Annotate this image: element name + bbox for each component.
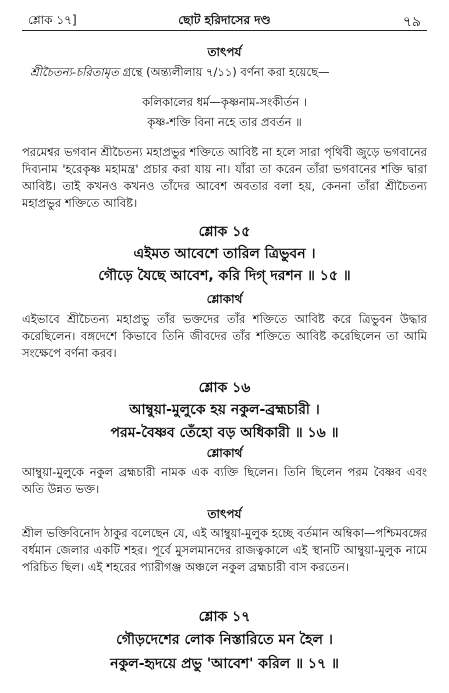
quoted-verse-line-1: কলিকালের ধর্ম—কৃষ্ণনাম-সংকীর্তন ।: [142, 95, 307, 109]
purport-intro: [30, 64, 330, 83]
verse-16-translation-heading: শ্লোকার্থ: [206, 446, 243, 460]
verse-16-translation: আম্বুয়া-মুলুকে নকুল ব্রহ্মচারী নামক এক ব্যক্তি ছিলেন। তিনি ছিলেন পরম বৈষ্ণব এবং অতি উন্নত ভক্ত।: [22, 465, 427, 496]
verse-16-line-2: পরম-বৈষ্ণব তেঁহো বড় অধিকারী ॥ ১৬ ॥: [110, 425, 339, 441]
purport-intro-rest: গ্রন্থে (অন্ত্যলীলায় ৭/১১) বর্ণনা করা হয়েছে—: [118, 65, 330, 79]
header-chapter-title: ছোট হরিদাসের দণ্ড: [178, 13, 271, 27]
header-verse-ref: শ্লোক ১৭]: [28, 13, 77, 27]
verse-15-line-1: এইমত আবেশে তারিল ত্রিভুবন ।: [133, 246, 316, 262]
verse-16-purport-heading: তাৎপর্য: [207, 507, 242, 521]
quoted-verse-line-2: কৃষ্ণ-শক্তি বিনা নহে তার প্রবর্তন ॥: [147, 115, 302, 129]
verse-16-purport: শ্রীল ভক্তিবিনোদ ঠাকুর বলেছেন যে, এই আম্বুয়া-মুলুক হচ্ছে বর্তমান অম্বিকা—পশ্চিমবঙ্গের বর্ধমান জেলার একটি শহর। পূর্বে মুসলমানদের রাজত্বকালে এই স্থানটি আম্বুয়া-মুলুক নামে পরিচিত ছিল। এই শহরের প্যারীগঞ্জ অঞ্চলে নকুল ব্রহ্মচারী বাস করতেন।: [22, 526, 427, 574]
verse-15-line-2: গৌড়ে যৈছে আবেশ, করি দিগ্ দরশন ॥ ১৫ ॥: [98, 268, 351, 284]
book-title-italic: শ্রীচৈতন্য-চরিতামৃত: [30, 65, 119, 79]
header-rule: [22, 30, 427, 31]
verse-15-number: শ্লোক ১৫: [198, 224, 251, 240]
page-number: ৭৯: [402, 14, 421, 30]
verse-15-translation-heading: শ্লোকার্থ: [206, 292, 243, 306]
verse-16-number: শ্লোক ১৬: [198, 380, 251, 396]
running-header: [28, 8, 421, 30]
purport-paragraph: পরমেশ্বর ভগবান শ্রীচৈতন্য মহাপ্রভুর শক্তিতে আবিষ্ট না হলে সারা পৃথিবী জুড়ে ভগবানের দিব্যনাম 'হরেকৃষ্ণ মহামন্ত্র' প্রচার করা যায় না। যাঁরা তা করেন তাঁরা ভগবানের শক্তি দ্বারা আবিষ্ট। তাই কখনও কখনও তাঁদের আবেশ অবতার বলা হয়, কেননা তাঁরা শ্রীচৈতন্য মহাপ্রভুর শক্তিতে আবিষ্ট।: [22, 145, 427, 210]
purport-heading: তাৎপর্য: [207, 45, 242, 59]
verse-17-line-1: গৌড়দেশের লোক নিস্তারিতে মন হৈল ।: [116, 632, 333, 648]
verse-15-translation: এইভাবে শ্রীচৈতন্য মহাপ্রভু তাঁর ভক্তদের তাঁর শক্তিতে আবিষ্ট করে ত্রিভুবন উদ্ধার করেছিলেন। বঙ্গদেশে কিভাবে তিনি জীবদের তাঁর শক্তিতে আবিষ্ট করেছিলেন তা আমি সংক্ষেপে বর্ণনা করব।: [22, 312, 427, 360]
verse-17-line-2: নকুল-হৃদয়ে প্রভু 'আবেশ' করিল ॥ ১৭ ॥: [110, 656, 339, 672]
verse-16-line-1: আম্বুয়া-মুলুকে হয় নকুল-ব্রহ্মচারী ।: [129, 402, 320, 418]
verse-17-number: শ্লোক ১৭: [198, 609, 251, 625]
